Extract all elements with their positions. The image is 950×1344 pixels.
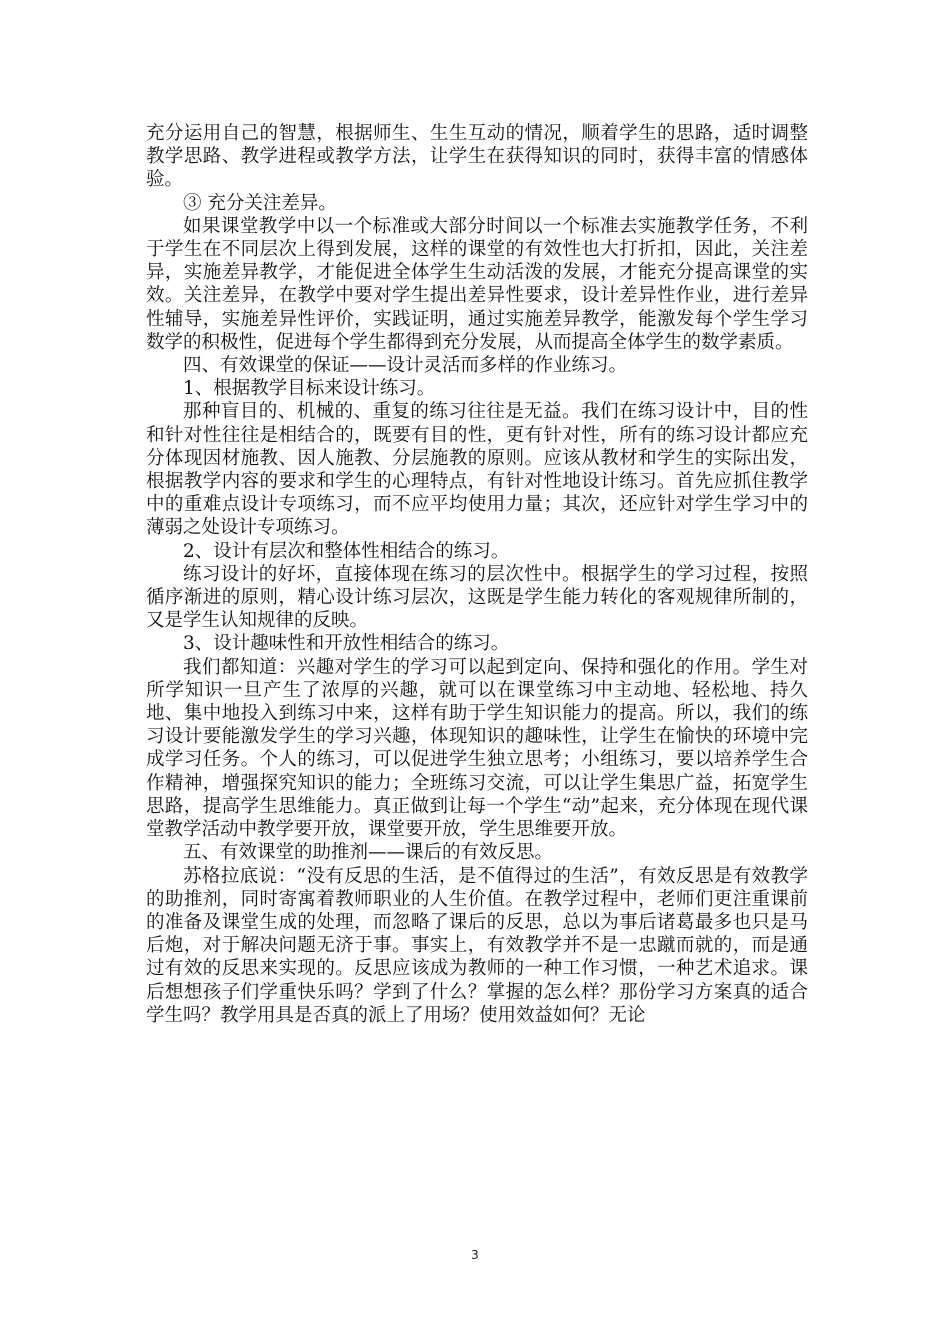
page-number: 3 bbox=[471, 1248, 479, 1262]
subsection-heading: 2、设计有层次和整体性相结合的练习。 bbox=[183, 540, 510, 562]
subsection-heading: 3、设计趣味性和开放性相结合的练习。 bbox=[183, 633, 510, 655]
section-heading: ③ 充分关注差异。 bbox=[183, 192, 337, 214]
section-heading: 四、有效课堂的保证——设计灵活而多样的作业练习。 bbox=[183, 355, 628, 377]
section-heading: 五、有效课堂的助推剂——课后的有效反思。 bbox=[183, 842, 554, 864]
subsection-heading: 1、根据教学目标来设计练习。 bbox=[183, 378, 436, 400]
paragraph: 如果课堂教学中以一个标准或大部分时间以一个标准去实施教学任务，不利于学生在不同层次上得到发展，这样的课堂的有效性也大打折扣，因此，关注差异，实施差异教学，才能促进全体学生生动活泼的发展，才能充分提高课堂的实效。关注差异，在教学中要对学生提出差异性要求，设计差异性作业，进行差异性辅导，实施差异性评价，实践证明，通过实施差异教学，能激发每个学生学习数学的积极性，促进每个学生都得到充分发展，从而提高全体学生的数学素质。 bbox=[146, 215, 808, 353]
paragraph: 练习设计的好坏，直接体现在练习的层次性中。根据学生的学习过程，按照循序渐进的原则，精心设计练习层次，这既是学生能力转化的客观规律所制的，又是学生认知规律的反映。 bbox=[146, 563, 808, 632]
paragraph: 那种盲目的、机械的、重复的练习往往是无益。我们在练习设计中，目的性和针对性往往是相结合的，既要有目的性，更有针对性，所有的练习设计都应充分体现因材施教、因人施教、分层施教的原则。应该从教材和学生的实际出发，根据教学内容的要求和学生的心理特点，有针对性地设计练习。首先应抓住教学中的重难点设计专项练习，而不应平均使用力量；其次，还应针对学生学习中的薄弱之处设计专项练习。 bbox=[146, 401, 808, 539]
paragraph: 我们都知道：兴趣对学生的学习可以起到定向、保持和强化的作用。学生对所学知识一旦产生了浓厚的兴趣，就可以在课堂练习中主动地、轻松地、持久地、集中地投入到练习中来，这样有助于学生知识能力的提高。所以，我们的练习设计要能激发学生的学习兴趣，体现知识的趣味性，让学生在愉快的环境中完成学习任务。个人的练习，可以促进学生独立思考；小组练习，要以培养学生合作精神，增强探究知识的能力；全班练习交流，可以让学生集思广益，拓宽学生思路，提高学生思维能力。真正做到让每一个学生“动”起来，充分体现在现代课堂教学活动中教学要开放，课堂要开放，学生思维要开放。 bbox=[146, 656, 808, 841]
paragraph: 充分运用自己的智慧，根据师生、生生互动的情况，顺着学生的思路，适时调整教学思路、教学进程或教学方法，让学生在获得知识的同时，获得丰富的情感体验。 bbox=[146, 123, 808, 191]
paragraph: 苏格拉底说：“没有反思的生活，是不值得过的生活”，有效反思是有效教学的助推剂，同时寄寓着教师职业的人生价值。在教学过程中，老师们更注重课前的准备及课堂生成的处理，而忽略了课后的反思，总以为事后诸葛最多也只是马后炮，对于解决问题无济于事。事实上，有效教学并不是一忠蹴而就的，而是通过有效的反思来实现的。反思应该成为教师的一种工作习惯，一种艺术追求。课后想想孩子们学重快乐吗？学到了什么？掌握的怎么样？那份学习方案真的适合学生吗？教学用具是否真的派上了用场？使用效益如何？无论 bbox=[146, 865, 808, 1026]
document-body bbox=[146, 122, 808, 1027]
